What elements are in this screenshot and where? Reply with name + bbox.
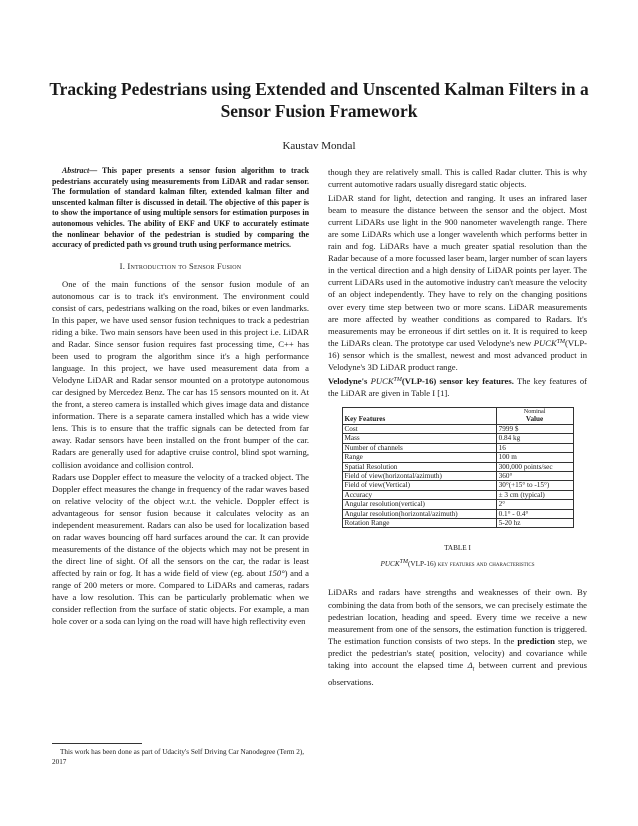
lidar-paragraph-text-end: (VLP-16) sensor which is the smallest, newest and most advanced product in Velodyne's 3D LiDAR product range. [328,337,587,372]
table-cell-value: 100 m [496,453,573,462]
intro-paragraph-1: One of the main functions of the sensor fusion module of an autonomous car is to track it's environment. The environment could consist of cars, pedestrians walking on the road, bikes or even landmarks. In this paper, we have used sensor fusion techniques to track a pedestrian riding a bike. Two main sensors have been used in this project i.e. LiDAR and Radar. Since sensor fusion requires fast processing time, C++ has been used to program the algorithm since it's a high performance language. In this project, we have used measurement data from a Velodyne LiDAR and Radar sensor mounted on a prototype autonomous car designed by Mercedez Benz. The car has 15 sensors mounted on it. At the front, a stereo camera is installed which gives image data and distance information. There is a separate camera installed which has a wide view lens. This is to ensure that the traffic signals can be detected from far away. Radar sensors have been installed on the front bumper of the car. Radars are generally used for adaptive cruise control, blind spot warning, collision avoidance and collision control. [52,278,309,470]
table-row [342,509,573,518]
key-features-heading-b: (VLP-16) sensor key features. [401,375,514,386]
table-cell-value: 0.1° - 0.4° [496,509,573,518]
table-cell-feature: Range [342,453,496,462]
delta-subscript: t [472,666,475,673]
table-caption-text: (VLP-16) key features and characteristics [407,560,535,569]
table-row [342,424,573,433]
table-header-value-label: Value [525,415,544,424]
abstract [52,166,309,251]
abstract-text: — This paper presents a sensor fusion algorithm to track pedestrians accurately using measurements from LiDAR and radar sensor. The formulation of standard kalman filter, extended kalman filter and unscented kalman filter is discussed in detail. The objective of this paper is to show the importance of using multiple sensors for estimation purposes in autonomous vehicles. The ability of EKF and UKF to accurately estimate the nonlinear behavior of the pedestrian is studied by comparing the accuracy of predicted path vs ground truth using performance metrics. [52,166,309,250]
key-features-heading [328,376,514,386]
abstract-lead: Abstract [62,166,90,175]
radar-clutter-paragraph: though they are relatively small. This is called Radar clutter. This is why current automotive radars usually disregard static objects. [328,167,587,190]
tm-superscript: TM [556,338,566,345]
table-row [342,434,573,443]
fusion-paragraph-text-2: step, we predict the pedestrian's state( position, velocity) and covariance while taking into account the elapsed time [328,635,587,670]
footnote-rule [52,743,142,744]
angle-value: 150° [268,567,285,578]
key-features-text: The key features of the LiDAR are given in Table I [1]. [328,375,588,398]
left-column [52,166,309,627]
puck-symbol-2: PUCK [370,375,394,386]
table-header-features: Key Features [342,407,496,424]
lidar-paragraph [328,192,587,373]
table-row [342,462,573,471]
table-header-value [496,407,573,424]
table-cell-value: 300,000 points/sec [496,462,573,471]
table-cell-value: 30°(+15° to -15°) [496,481,573,490]
table-cell-value: ± 3 cm (typical) [496,490,573,499]
table-row [342,518,573,527]
delta-symbol: Δ [467,659,473,670]
table-cell-feature: Mass [342,434,496,443]
table-cell-feature: Spatial Resolution [342,462,496,471]
table-cell-value: 7999 $ [496,424,573,433]
table-row [342,500,573,509]
key-features-paragraph [328,375,587,399]
prediction-term: prediction [517,635,555,646]
table-cell-feature: Accuracy [342,490,496,499]
caption-puck-symbol: PUCK [380,560,400,569]
footnote: This work has been done as part of Udacity's Self Driving Car Nanodegree (Term 2), 2017 [52,748,305,766]
table-body [342,424,573,527]
section-heading: I. Introduction to Sensor Fusion [119,260,242,271]
fusion-paragraph-text: LiDARs and radars have strengths and weaknesses of their own. By combining the data from both of the sensors, we can precisely estimate the pedestrian location, heading and speed. Every time we receive a new measurement from one of the sensors, the estimation function is triggered. The estimation function consists of two steps. In the [328,587,587,646]
table-row [342,443,573,452]
table-caption-label: TABLE I [444,544,471,553]
intro-paragraph-2-text-end: ) and a range of 200 meters or more. Compared to LiDARs and cameras, radars have a low resolution. This can be particularly problematic when we consider reflection from the surface of static objects. For example, a man hole cover or a soda can lying on the road will have high reflectivity even [52,567,309,627]
paper-title: Tracking Pedestrians using Extended and Unscented Kalman Filters in a Sensor Fusion Framework [49,79,589,121]
table-row [342,481,573,490]
table-cell-feature: Rotation Range [342,518,496,527]
tm-superscript-2: TM [393,376,402,383]
intro-paragraph-2-text: Radars use Doppler effect to measure the velocity of a tracked object. The Doppler effect measures the change in frequency of the radar waves based on relative velocity of the object w.r.t. the vehicle. Doppler effect is advantageous for sensor fusion because it calculates velocity as an independent measurement. Radars can also be used for localization based on radar waves bouncing off hard surfaces around the car. It can provide measurements of the distance of the objects which may not be present in the direct line of sight. Of all the sensors on the car, the radar is least affected by rain or fog. It has a wide field of view (eg. about [52,471,309,578]
table-row [342,471,573,480]
table-caption [328,558,587,570]
table-cell-value: 5-20 hz [496,518,573,527]
table-cell-value: 2° [496,500,573,509]
table-cell-feature: Angular resolution(vertical) [342,500,496,509]
lidar-paragraph-text: LiDAR stand for light, detection and ranging. It uses an infrared laser beam to measure the distance between the sensor and the object. Most current LiDARs use light in the 900 nanometer wavelength range. There are some LiDARs which use a longer wavelenth which performs better in rain and fog. LiDARs have a much greater spatial resolution than the Radar because of a more focussed laser beam, larger number of scan layers in the vertical direction and a high density of LiDAR points per layer. The current LiDARs used in the automotive industry can't measure the velocity of an object independently. They have to rely on the changing positions over every time step between two or more scans. LiDAR measurements are more affected by weather conditions as compared to Radars. It's measurements may be erroneous if dirt settles on it. It is required to keep the LiDARs clean. The prototype car used Velodyne's new [328,193,587,348]
table-header-nominal: Nominal [523,407,546,415]
puck-symbol: PUCK [533,337,557,348]
fusion-paragraph-text-3: between current and previous observations. [328,659,587,687]
table-row [342,453,573,462]
table-cell-value: 0.84 kg [496,434,573,443]
table-header-row [342,407,573,424]
intro-paragraph-2 [52,471,309,628]
table-cell-value: 16 [496,443,573,452]
table-cell-feature: Field of view(horizontal/azimuth) [342,471,496,480]
right-column [328,166,587,688]
fusion-paragraph [328,586,587,687]
table-cell-feature: Number of channels [342,443,496,452]
spec-table [342,407,574,528]
table-cell-value: 360° [496,471,573,480]
key-features-heading-a: Velodyne's [328,375,371,386]
table-cell-feature: Field of view(Vertical) [342,481,496,490]
caption-tm-superscript: TM [399,559,408,566]
table-row [342,490,573,499]
author-name: Kaustav Mondal [282,140,356,152]
table-cell-feature: Angular resolution(horizontal/azimuth) [342,509,496,518]
table-cell-feature: Cost [342,424,496,433]
